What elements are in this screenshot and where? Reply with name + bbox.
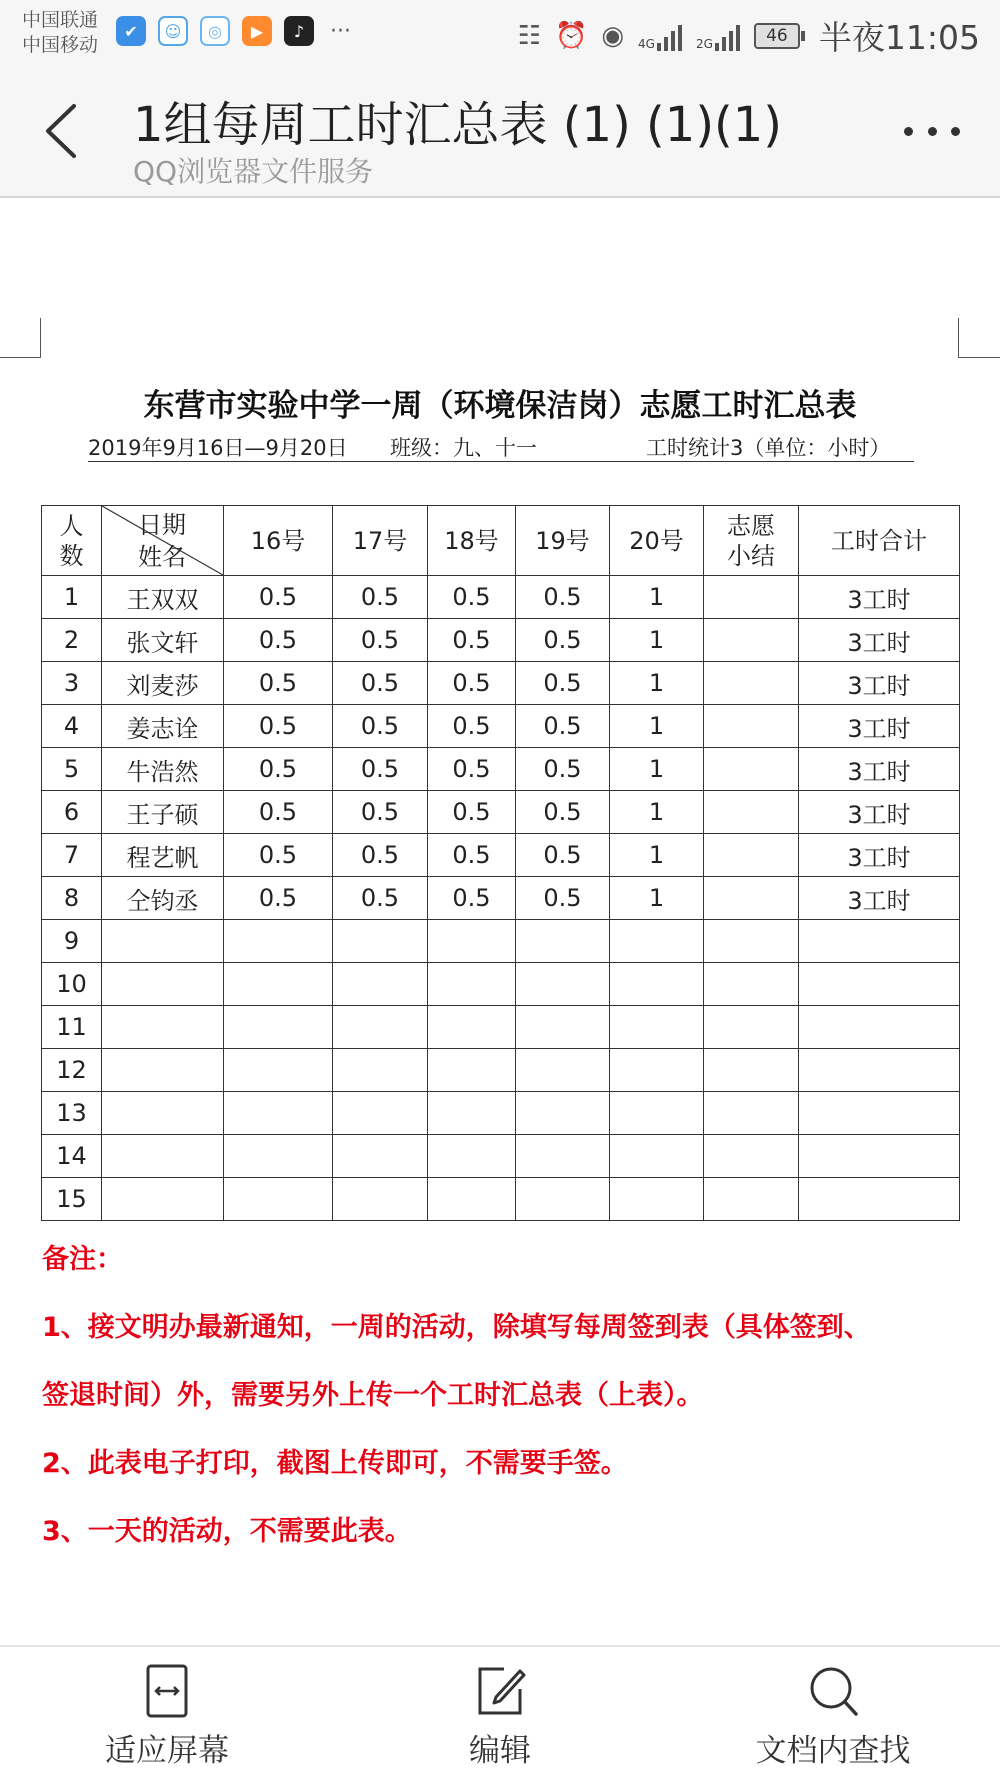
unit-info: 工时统计3（单位：小时） [646,436,891,460]
cell-d20 [610,1049,704,1092]
cell-d16 [224,1135,333,1178]
cell-num: 2 [42,619,102,662]
find-label: 文档内查找 [755,1733,911,1769]
cell-summary [704,963,799,1006]
cell-d17 [333,963,428,1006]
cell-num: 9 [42,920,102,963]
cell-summary [704,576,799,619]
fit-screen-button[interactable] [57,1663,277,1770]
notes [42,1240,972,1580]
cell-d17: 0.5 [333,877,428,920]
cell-name [102,1092,224,1135]
cell-d18 [428,920,516,963]
cell-num: 13 [42,1092,102,1135]
cell-num: 10 [42,963,102,1006]
cell-d20: 1 [610,576,704,619]
carrier-1: 中国联通 [22,9,99,31]
cell-name [102,920,224,963]
header-total: 工时合计 [799,506,960,576]
cell-d19 [516,1135,610,1178]
cell-d19 [516,1092,610,1135]
cell-d16 [224,1049,333,1092]
more-dot-icon [951,127,960,136]
cell-summary [704,920,799,963]
cell-d17: 0.5 [333,576,428,619]
table-row [42,705,960,748]
cell-name [102,963,224,1006]
cell-name [102,1049,224,1092]
cell-total: 3工时 [799,748,960,791]
cell-d20 [610,920,704,963]
cell-summary [704,1049,799,1092]
cell-d16: 0.5 [224,877,333,920]
cell-num: 8 [42,877,102,920]
cell-total: 3工时 [799,662,960,705]
cell-name: 王双双 [102,576,224,619]
cell-d20: 1 [610,791,704,834]
cell-d16: 0.5 [224,662,333,705]
cell-d17: 0.5 [333,791,428,834]
cell-d17: 0.5 [333,834,428,877]
cell-summary [704,791,799,834]
cell-summary [704,748,799,791]
cell-d16: 0.5 [224,748,333,791]
cell-d18: 0.5 [428,834,516,877]
sheet-subtitle [88,430,914,462]
cell-d20: 1 [610,619,704,662]
video-app-icon: ▶ [242,16,272,46]
cell-num: 14 [42,1135,102,1178]
cell-d18: 0.5 [428,662,516,705]
cell-name: 程艺帆 [102,834,224,877]
cell-num: 4 [42,705,102,748]
cell-d19: 0.5 [516,877,610,920]
cell-summary [704,1178,799,1221]
back-arrow-icon [38,96,88,166]
edit-icon [474,1663,526,1719]
note-line: 2、此表电子打印，截图上传即可，不需要手签。 [42,1448,628,1479]
qq-app-icon: ☺ [158,16,188,46]
cell-d16 [224,1006,333,1049]
cell-name: 牛浩然 [102,748,224,791]
more-options-button[interactable] [904,116,960,146]
cell-d17 [333,1006,428,1049]
header-day-17: 17号 [333,506,428,576]
cell-num: 11 [42,1006,102,1049]
table-row [42,1006,960,1049]
cell-d17 [333,920,428,963]
cell-d17: 0.5 [333,748,428,791]
cell-d16 [224,1178,333,1221]
cell-total [799,1092,960,1135]
header-day-18: 18号 [428,506,516,576]
signal-strength-2-icon [715,21,740,51]
table-row [42,920,960,963]
cell-summary [704,1135,799,1178]
app-header [0,66,1000,198]
cell-d16 [224,920,333,963]
cell-summary [704,619,799,662]
cell-num: 3 [42,662,102,705]
cell-d16 [224,963,333,1006]
table-row [42,1049,960,1092]
table-header-row [42,506,960,576]
header-date-name [102,506,224,576]
cell-d20 [610,1135,704,1178]
document-source: QQ浏览器文件服务 [133,155,374,188]
eye-comfort-icon: ◉ [601,20,625,51]
table-row [42,834,960,877]
cell-total: 3工时 [799,705,960,748]
cell-d18: 0.5 [428,791,516,834]
status-bar [0,0,1000,66]
notification-icons [116,16,351,46]
cell-d18: 0.5 [428,705,516,748]
cell-summary [704,1006,799,1049]
cell-summary [704,662,799,705]
cell-d20: 1 [610,662,704,705]
cell-d20: 1 [610,748,704,791]
cell-num: 7 [42,834,102,877]
note-line: 3、一天的活动，不需要此表。 [42,1516,412,1547]
date-range: 2019年9月16日—9月20日 [88,436,348,460]
cell-d20: 1 [610,834,704,877]
table-row [42,963,960,1006]
header-day-19: 19号 [516,506,610,576]
security-app-icon: ✔ [116,16,146,46]
cell-name: 刘麦莎 [102,662,224,705]
table-row [42,748,960,791]
cell-d19: 0.5 [516,619,610,662]
network-type-1: 4G [638,36,655,51]
notes-heading: 备注： [42,1244,123,1275]
carrier-2: 中国移动 [22,34,99,56]
cell-d16: 0.5 [224,705,333,748]
cell-num: 6 [42,791,102,834]
cell-d19: 0.5 [516,791,610,834]
browser-app-icon: ◎ [200,16,230,46]
cell-d19 [516,1049,610,1092]
cell-d16: 0.5 [224,619,333,662]
vibrate-icon: ☷ [517,20,541,51]
cell-d19 [516,920,610,963]
bottom-toolbar [0,1645,1000,1778]
cell-d17 [333,1049,428,1092]
cell-d18 [428,1006,516,1049]
page-corner-mark [958,318,1000,358]
cell-num: 12 [42,1049,102,1092]
cell-num: 5 [42,748,102,791]
table-row [42,1092,960,1135]
cell-d16: 0.5 [224,576,333,619]
table-row [42,1178,960,1221]
cell-summary [704,834,799,877]
cell-total [799,1178,960,1221]
cell-d19 [516,963,610,1006]
header-num: 人数 [42,506,102,576]
cell-d19 [516,1178,610,1221]
carrier-info [22,8,98,58]
cell-total [799,1049,960,1092]
cell-d20 [610,1092,704,1135]
cell-d18 [428,1049,516,1092]
cell-name: 仝钧丞 [102,877,224,920]
cell-d19: 0.5 [516,748,610,791]
edit-label: 编辑 [469,1733,531,1769]
cell-d16: 0.5 [224,791,333,834]
table-row [42,877,960,920]
tiktok-app-icon: ♪ [284,16,314,46]
cell-d18: 0.5 [428,748,516,791]
cell-total [799,1135,960,1178]
cell-d18: 0.5 [428,576,516,619]
note-line: 1、接文明办最新通知，一周的活动，除填写每周签到表（具体签到、 [42,1312,871,1343]
cell-d20 [610,963,704,1006]
system-status [518,12,980,59]
cell-total: 3工时 [799,834,960,877]
cell-name: 王子硕 [102,791,224,834]
table-row [42,619,960,662]
cell-name [102,1135,224,1178]
cell-d18 [428,963,516,1006]
cell-total [799,1006,960,1049]
cell-d18 [428,1092,516,1135]
more-dot-icon [904,127,913,136]
cell-total: 3工时 [799,791,960,834]
cell-name [102,1006,224,1049]
cell-d20: 1 [610,877,704,920]
edit-button[interactable] [390,1663,610,1770]
search-icon [805,1663,861,1719]
cell-d17 [333,1178,428,1221]
cell-d20 [610,1178,704,1221]
table-row [42,576,960,619]
cell-name [102,1178,224,1221]
find-in-document-button[interactable] [723,1663,943,1770]
cell-name: 张文轩 [102,619,224,662]
clock: 半夜11:05 [818,18,980,57]
cell-total: 3工时 [799,877,960,920]
signal-strength-icon [657,21,682,51]
cell-d17: 0.5 [333,619,428,662]
cell-d19: 0.5 [516,705,610,748]
cell-summary [704,1092,799,1135]
battery-icon [754,23,805,49]
header-day-20: 20号 [610,506,704,576]
cell-num: 15 [42,1178,102,1221]
cell-num: 1 [42,576,102,619]
cell-d19: 0.5 [516,576,610,619]
cell-d17 [333,1092,428,1135]
cell-d16: 0.5 [224,834,333,877]
battery-level: 46 [754,23,800,49]
cell-d19: 0.5 [516,662,610,705]
cell-d18: 0.5 [428,877,516,920]
cell-d18: 0.5 [428,619,516,662]
cell-d19: 0.5 [516,834,610,877]
fit-screen-icon [145,1663,189,1719]
table-row [42,662,960,705]
header-summary: 志愿小结 [704,506,799,576]
page-corner-mark [0,318,41,358]
cell-total: 3工时 [799,619,960,662]
cell-d17: 0.5 [333,662,428,705]
cell-total: 3工时 [799,576,960,619]
header-day-16: 16号 [224,506,333,576]
header-name: 姓名 [138,543,186,571]
table-row [42,791,960,834]
table-row [42,1135,960,1178]
network-type-2: 2G [695,36,713,51]
document-title: 1组每周工时汇总表 (1) (1)(1) [133,97,783,153]
cell-d17: 0.5 [333,705,428,748]
cell-d18 [428,1135,516,1178]
cell-d19 [516,1006,610,1049]
table-body [42,576,960,1221]
back-button[interactable] [38,96,88,166]
cell-total [799,920,960,963]
cell-summary [704,877,799,920]
cell-d20: 1 [610,705,704,748]
alarm-icon: ⏰ [554,20,588,51]
cell-name: 姜志诠 [102,705,224,748]
cell-d18 [428,1178,516,1221]
cell-d17 [333,1135,428,1178]
more-notifications-icon: ··· [330,18,351,44]
note-line: 签退时间）外，需要另外上传一个工时汇总表（上表）。 [42,1380,704,1411]
cell-d16 [224,1092,333,1135]
cell-d20 [610,1006,704,1049]
more-dot-icon [928,127,937,136]
cell-total [799,963,960,1006]
hours-table [41,505,960,1221]
fit-screen-label: 适应屏幕 [105,1733,229,1769]
class-info: 班级：九、十一 [390,436,537,460]
cell-summary [704,705,799,748]
sheet-title: 东营市实验中学一周（环境保洁岗）志愿工时汇总表 [143,388,857,424]
header-date: 日期 [138,511,186,539]
